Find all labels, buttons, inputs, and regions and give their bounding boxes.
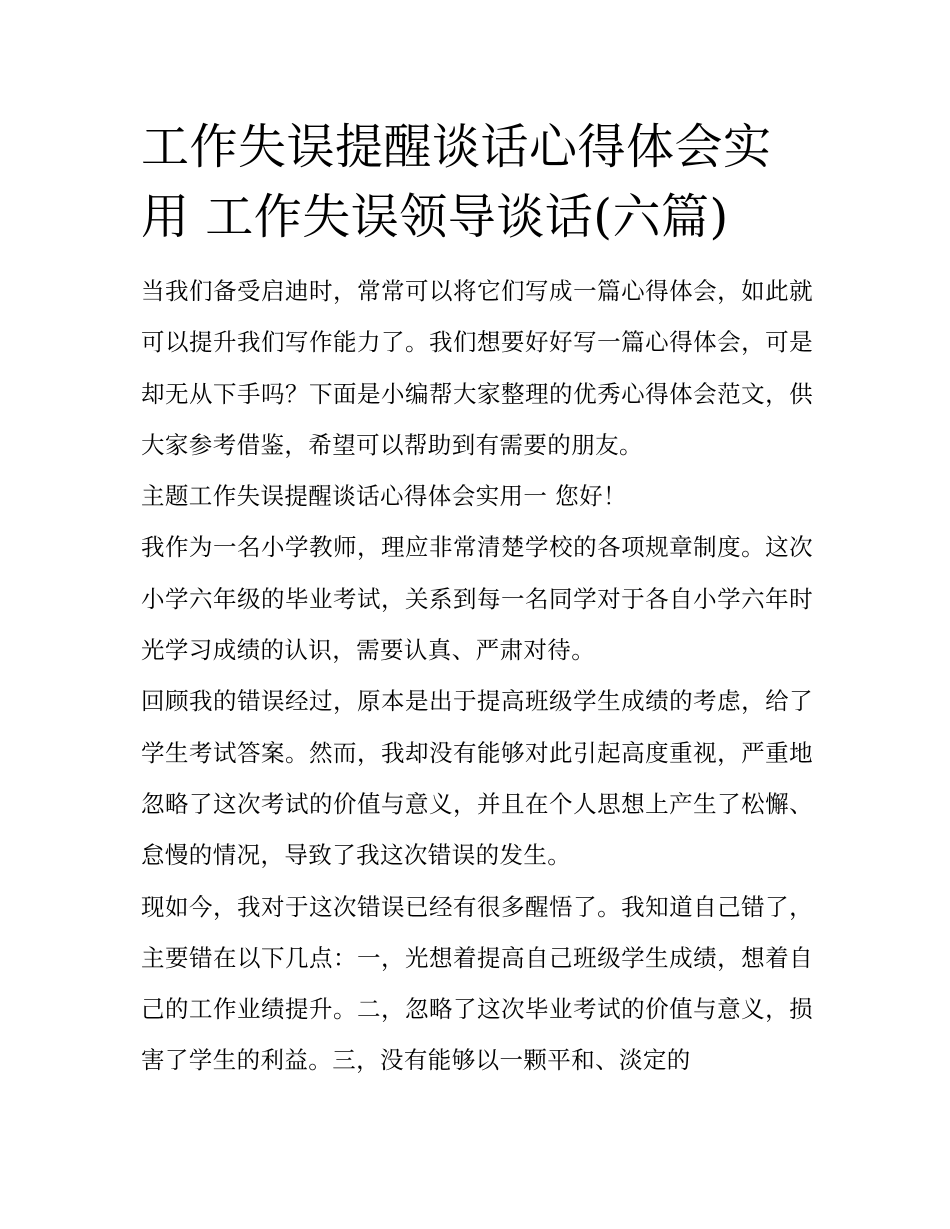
section-heading-paragraph: 主题工作失误提醒谈话心得体会实用一 您好！ bbox=[141, 482, 627, 511]
intro-paragraph: 当我们备受启迪时，常常可以将它们写成一篇心得体会，如此就可以提升我们写作能力了。我们想要好好写一篇心得体会，可是却无从下手吗？下面是小编帮大家整理的优秀心得体会范文，供大家参考借鉴，希望可以帮助到有需要的朋友。 bbox=[141, 277, 813, 459]
body-paragraph: 现如今，我对于这次错误已经有很多醒悟了。我知道自己错了，主要错在以下几点：一，光想着提高自己班级学生成绩，想着自己的工作业绩提升。二，忽略了这次毕业考试的价值与意义，损害了学生的利益。三，没有能够以一颗平和、淡定的 bbox=[141, 892, 813, 1075]
document-content bbox=[141, 112, 813, 1087]
document-body bbox=[141, 266, 813, 1087]
body-paragraph: 回顾我的错误经过，原本是出于提高班级学生成绩的考虑，给了学生考试答案。然而，我却没有能够对此引起高度重视，严重地忽略了这次考试的价值与意义，并且在个人思想上产生了松懈、怠慢的情况，导致了我这次错误的发生。 bbox=[141, 687, 813, 870]
document-title: 工作失误提醒谈话心得体会实用 工作失误领导谈话(六篇) bbox=[141, 119, 772, 245]
body-paragraph: 我作为一名小学教师，理应非常清楚学校的各项规章制度。这次小学六年级的毕业考试，关系到每一名同学对于各自小学六年时光学习成绩的认识，需要认真、严肃对待。 bbox=[141, 533, 813, 665]
